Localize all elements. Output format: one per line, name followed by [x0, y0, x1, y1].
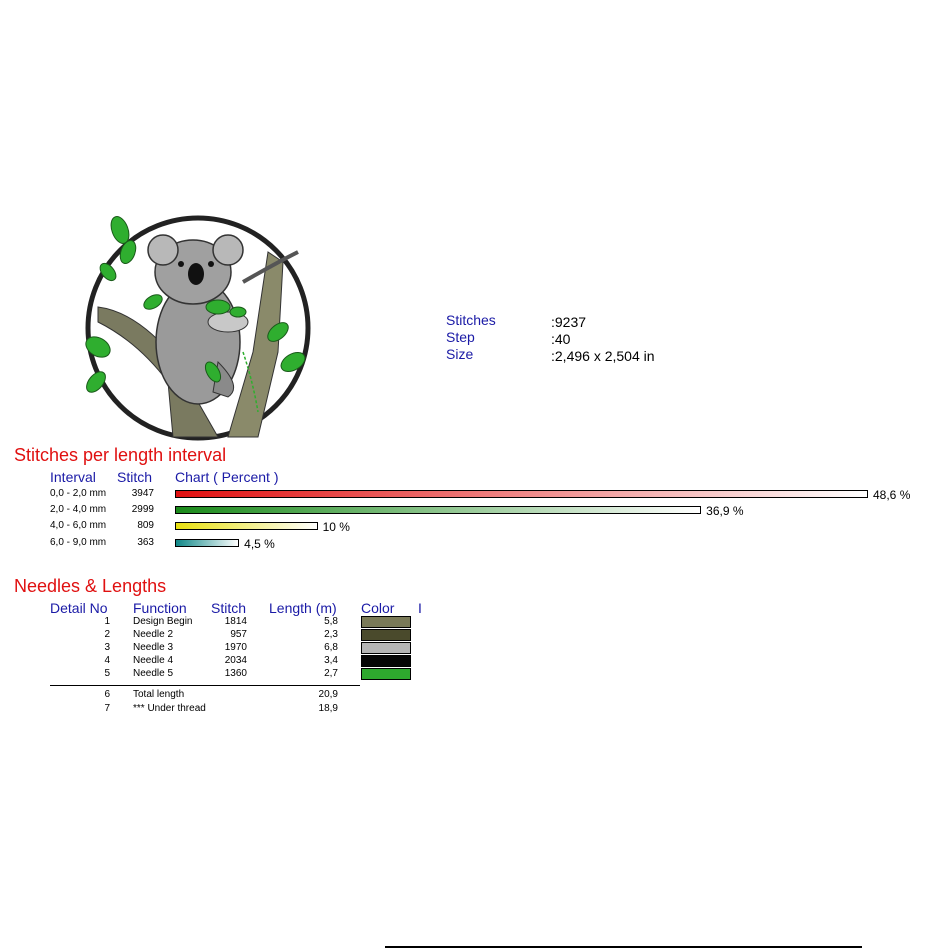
needle-color-swatch [361, 642, 411, 654]
totals-divider [50, 685, 360, 686]
needle-color-swatch [361, 616, 411, 628]
footer-rule [385, 946, 862, 948]
stitches-value: :9237 [551, 314, 587, 330]
color-header: Color [361, 600, 395, 616]
needle-function: Needle 3 [133, 642, 174, 653]
needle-function: Needle 2 [133, 629, 174, 640]
needle-detail-no: 3 [104, 642, 110, 653]
chart-header: Chart ( Percent ) [175, 469, 279, 485]
needle-length: 2,7 [324, 668, 338, 679]
function-header: Function [133, 600, 187, 616]
total-detail-no: 6 [104, 689, 110, 700]
interval-stitch-count: 809 [137, 520, 154, 531]
needle-color-swatch [361, 629, 411, 641]
interval-range: 0,0 - 2,0 mm [50, 488, 107, 499]
needle-detail-no: 1 [104, 616, 110, 627]
extra-header: I [418, 600, 422, 616]
needle-color-swatch [361, 655, 411, 667]
needles-section-title: Needles & Lengths [14, 576, 167, 596]
needle-detail-no: 2 [104, 629, 110, 640]
stitch-header: Stitch [117, 469, 153, 485]
interval-bar [175, 522, 318, 530]
needle-stitch-header: Stitch [211, 600, 247, 616]
needle-stitch: 1970 [224, 642, 247, 653]
total-detail-no: 7 [104, 703, 110, 714]
needle-length: 2,3 [324, 629, 338, 640]
needle-stitch: 1814 [224, 616, 247, 627]
stitches-label: Stitches [446, 312, 496, 328]
interval-bar [175, 539, 239, 547]
interval-stitch-count: 2999 [131, 504, 154, 515]
total-length: 18,9 [318, 703, 338, 714]
interval-bar [175, 506, 701, 514]
needle-function: Needle 5 [133, 668, 174, 679]
length-header: Length (m) [269, 600, 337, 616]
needle-length: 5,8 [324, 616, 338, 627]
interval-bar [175, 490, 868, 498]
interval-stitch-count: 3947 [131, 488, 154, 499]
interval-header: Interval [50, 469, 96, 485]
stitches-section-title: Stitches per length interval [14, 445, 227, 465]
needle-detail-no: 4 [104, 655, 110, 666]
needle-function: Design Begin [133, 616, 193, 627]
needle-color-swatch [361, 668, 411, 680]
total-function: *** Under thread [133, 703, 206, 714]
size-label: Size [446, 346, 474, 362]
interval-stitch-count: 363 [137, 537, 154, 548]
needle-stitch: 957 [230, 629, 247, 640]
needle-length: 6,8 [324, 642, 338, 653]
interval-percent-label: 36,9 % [706, 504, 744, 518]
detail-no-header: Detail No [50, 600, 108, 616]
total-length: 20,9 [318, 689, 338, 700]
interval-range: 6,0 - 9,0 mm [50, 537, 107, 548]
needle-stitch: 2034 [224, 655, 247, 666]
interval-percent-label: 48,6 % [873, 488, 911, 502]
needle-function: Needle 4 [133, 655, 174, 666]
step-value: :40 [551, 331, 571, 347]
needle-length: 3,4 [324, 655, 338, 666]
interval-percent-label: 4,5 % [244, 537, 275, 551]
total-function: Total length [133, 689, 185, 700]
size-value: :2,496 x 2,504 in [551, 348, 655, 364]
interval-range: 4,0 - 6,0 mm [50, 520, 107, 531]
needle-detail-no: 5 [104, 668, 110, 679]
interval-range: 2,0 - 4,0 mm [50, 504, 107, 515]
needle-stitch: 1360 [224, 668, 247, 679]
design-preview-image [78, 212, 318, 444]
step-label: Step [446, 329, 475, 345]
interval-percent-label: 10 % [322, 520, 350, 534]
